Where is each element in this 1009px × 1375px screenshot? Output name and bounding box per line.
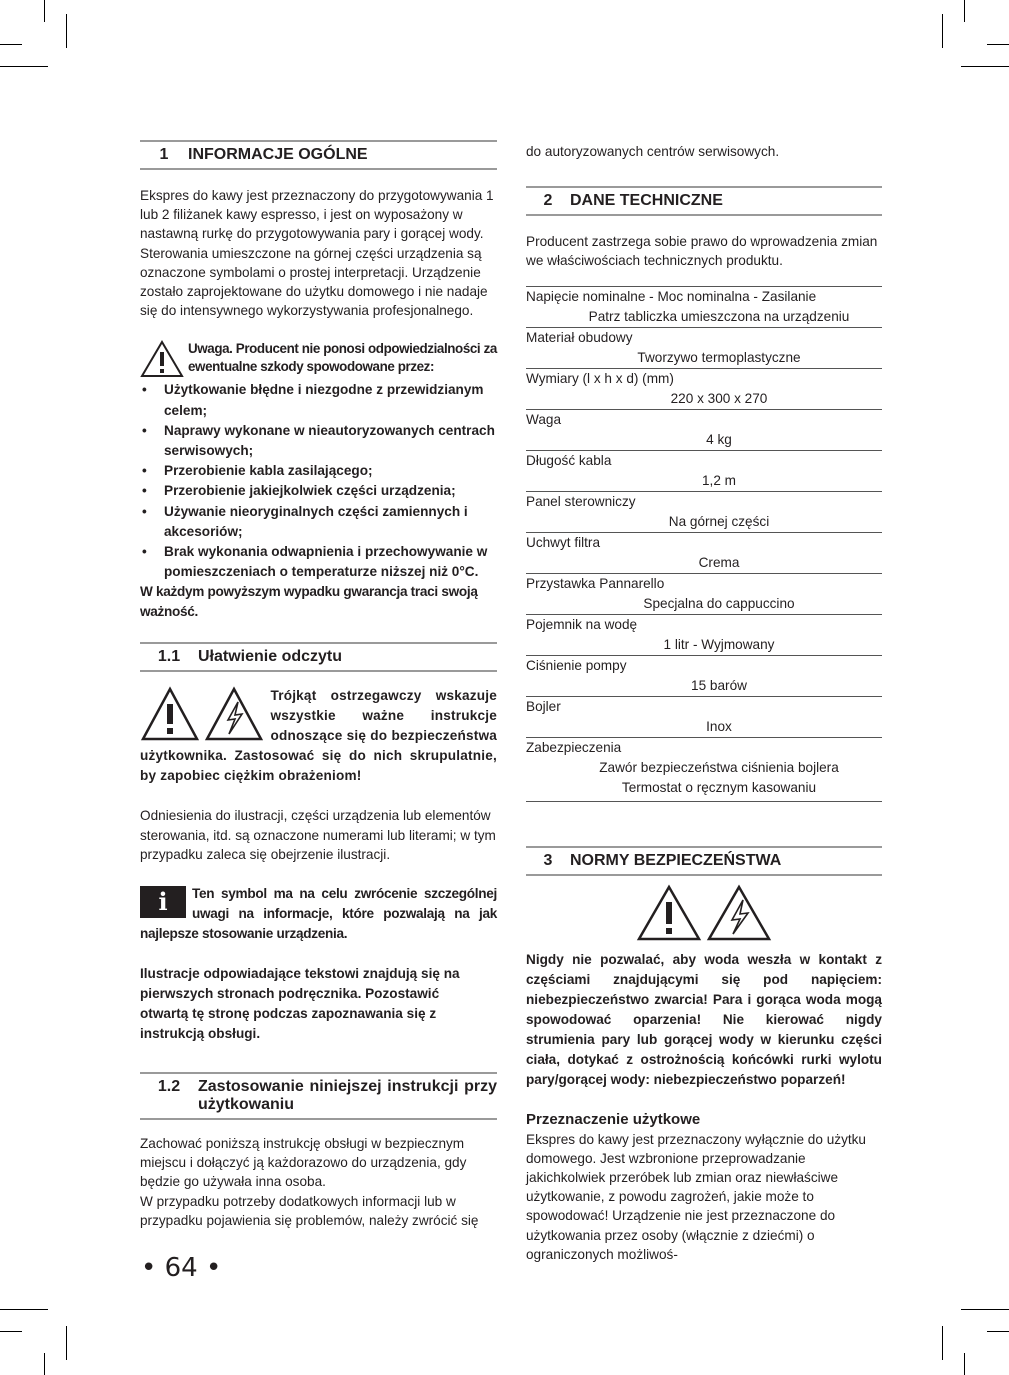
crop-mark <box>0 66 48 67</box>
crop-mark <box>0 1331 22 1332</box>
spec-row <box>526 696 882 737</box>
crop-mark <box>66 1326 67 1360</box>
liability-warning <box>140 340 497 378</box>
crop-mark <box>964 1353 965 1375</box>
list-item: • Używanie nieoryginalnych części zamiennych i akcesoriów; <box>140 502 497 542</box>
spec-label: Pojemnik na wodę <box>526 616 638 632</box>
spec-row <box>526 614 882 655</box>
right-column <box>526 140 882 1264</box>
crop-mark <box>44 1353 45 1375</box>
spec-label: Ciśnienie pompy <box>526 657 627 673</box>
purpose-text: Ekspres do kawy jest przeznaczony wyłącznie do użytku domowego. Jest wzbronione przeprowadzanie jakichkolwiek przeróbek lub zmian oraz niewłaściwe użytkowanie, z powodu zagrożeń, jakie może to spowodować! Urządzenie nie jest przeznaczone do użytkowania przez osoby (włącznie z dziećmi) o ograniczonych możliwoś- <box>526 1131 866 1262</box>
warning-triangle-icon <box>140 686 200 742</box>
spec-value: Termostat o ręcznym kasowaniu <box>621 779 817 795</box>
spec-value: 15 barów <box>691 677 747 693</box>
safety-icons <box>526 884 882 944</box>
crop-mark <box>0 1309 48 1310</box>
spec-value: Zawór bezpieczeństwa ciśnienia bojlera <box>599 759 839 775</box>
crop-mark <box>942 14 943 48</box>
section-1-heading <box>140 140 497 170</box>
info-text: Ten symbol ma na celu zwrócenie szczególnej uwagi na informacje, które pozwalają na jak najlepsze stosowanie urządzenia. <box>140 886 497 942</box>
section-1-2-heading <box>140 1072 497 1120</box>
spec-label: Przystawka Pannarello <box>526 575 665 591</box>
continued-text: do autoryzowanych centrów serwisowych. <box>526 144 780 159</box>
list-item: • Użytkowanie błędne i niezgodne z przewidzianym celem; <box>140 380 497 420</box>
spec-label: Materiał obudowy <box>526 329 633 345</box>
spec-row <box>526 286 882 327</box>
usage-paragraph-2: W przypadku potrzeby dodatkowych informacji lub w przypadku pojawienia się problemów, należy zwrócić się <box>140 1193 479 1228</box>
section-number: 1.1 <box>157 648 181 666</box>
crop-mark <box>961 1309 1009 1310</box>
spec-row <box>526 368 882 409</box>
crop-mark <box>0 44 22 45</box>
crop-mark <box>961 66 1009 67</box>
info-icon: i <box>140 886 186 918</box>
info-block <box>140 884 497 944</box>
spec-row <box>526 655 882 696</box>
section-3-heading <box>526 846 882 876</box>
spec-value: 4 kg <box>706 431 732 447</box>
left-column <box>140 140 497 1230</box>
crop-mark <box>987 1331 1009 1332</box>
crop-mark <box>942 1326 943 1360</box>
spec-label: Bojler <box>526 698 561 714</box>
section-number: 1.2 <box>157 1078 181 1096</box>
spec-row <box>526 327 882 368</box>
illustrations-note: Ilustracje odpowiadające tekstowi znajdują się na pierwszych stronach podręcznika. Pozostawić otwartą tę stronę podczas zapoznawania się z instrukcją obsługi. <box>140 966 460 1042</box>
list-item: • Brak wykonania odwapnienia i przechowywanie w pomieszczeniach o temperaturze niższej niż 0°C. <box>140 542 497 582</box>
spec-value: Crema <box>698 554 740 570</box>
spec-value: Inox <box>706 718 732 734</box>
electric-hazard-icon <box>204 686 264 742</box>
electrical-warning: Nigdy nie pozwalać, aby woda weszła w kontakt z częściami znajdującymi się pod napięciem: niebezpieczeństwo zwarcia! Para i gorąca woda mogą spowodować oparzenia! Nie kierować nigdy strumienia pary lub gorącej wody w kierunku części ciała, dotykać z ostrożnością końcówki rurki wylotu pary/gorącej wody: niebezpieczeństwo poparzeń! <box>526 951 882 1087</box>
spec-label: Długość kabla <box>526 452 612 468</box>
section-title: Ułatwienie odczytu <box>198 648 343 666</box>
triangle-icons <box>140 686 264 746</box>
purpose-heading: Przeznaczenie użytkowe <box>526 1110 701 1128</box>
warning-intro: Uwaga. Producent nie ponosi odpowiedzialności za ewentualne szkody spowodowane przez: <box>188 341 497 375</box>
spec-value: Na górnej części <box>668 513 770 529</box>
safety-symbol-block <box>140 686 497 786</box>
spec-label: Zabezpieczenia <box>526 739 622 755</box>
crop-mark <box>964 0 965 22</box>
section-number: 1 <box>159 146 169 163</box>
section-2-heading <box>526 186 882 216</box>
spec-value: 1 litr - Wyjmowany <box>663 636 775 652</box>
warning-triangle-icon <box>636 884 702 942</box>
section-number: 3 <box>543 851 553 869</box>
liability-list <box>140 380 497 582</box>
spec-row <box>526 491 882 532</box>
section-title: INFORMACJE OGÓLNE <box>188 146 368 163</box>
spec-value: Specjalna do cappuccino <box>643 595 795 611</box>
crop-mark <box>44 0 45 22</box>
references-paragraph: Odniesienia do ilustracji, części urządzenia lub elementów sterowania, itd. są oznaczone numerami lub literami; w tym przypadku zaleca się obejrzenie ilustracji. <box>140 808 496 862</box>
spec-value: 1,2 m <box>702 472 736 488</box>
spec-label: Panel sterowniczy <box>526 493 636 509</box>
crop-mark <box>987 44 1009 45</box>
section-number: 2 <box>543 192 553 210</box>
page-number: • 64 • <box>141 1253 222 1283</box>
spec-label: Waga <box>526 411 562 427</box>
section-1-1-heading <box>140 642 497 672</box>
list-item: • Przerobienie kabla zasilającego; <box>140 461 497 481</box>
spec-row <box>526 450 882 491</box>
electric-hazard-icon <box>706 884 772 942</box>
spec-value: Tworzywo termoplastyczne <box>637 349 801 365</box>
tech-intro: Producent zastrzega sobie prawo do wprowadzenia zmian we właściwościach technicznych produktu. <box>526 234 878 269</box>
spec-label: Napięcie nominalne - Moc nominalna - Zasilanie <box>526 288 817 304</box>
list-item: • Naprawy wykonane w nieautoryzowanych centrach serwisowych; <box>140 421 497 461</box>
crop-mark <box>66 14 67 48</box>
spec-value: 220 x 300 x 270 <box>670 390 768 406</box>
spec-value: Patrz tabliczka umieszczona na urządzeniu <box>588 308 850 324</box>
list-item: • Przerobienie jakiejkolwiek części urządzenia; <box>140 481 497 501</box>
spec-row <box>526 737 882 798</box>
section-title: Zastosowanie niniejszej instrukcji przy użytkowaniu <box>198 1078 497 1114</box>
warning-triangle-icon <box>140 340 184 378</box>
spec-row <box>526 532 882 573</box>
section-title: NORMY BEZPIECZEŃSTWA <box>570 851 782 869</box>
intro-paragraph: Ekspres do kawy jest przeznaczony do przygotowywania 1 lub 2 filiżanek kawy espresso, i jest on wyposażony w nastawną rurkę do przygotowywania pary i gorącej wody. Sterowania umieszczone na górnej części urządzenia są oznaczone symbolami o prostej interpretacji. Urządzenie zostało zaprojektowane do użytku domowego i nie nadaje się do intensywnego wykorzystywania profesjonalnego. <box>140 188 494 319</box>
spec-row <box>526 573 882 614</box>
safety-symbol-text: Trójkąt ostrzegawczy wskazuje wszystkie ważne instrukcje odnoszące się do bezpieczeństwa użytkownika. Zastosować się do nich skrupulatnie, by zapobiec ciężkim obrażeniom! <box>140 688 497 784</box>
spec-label: Wymiary (l x h x d) (mm) <box>526 370 674 386</box>
spec-row <box>526 409 882 450</box>
usage-paragraph: Zachować poniższą instrukcję obsługi w bezpiecznym miejscu i dołączyć ją każdorazowo do urządzenia, gdy będzie go używała inna osoba. <box>140 1136 467 1190</box>
section-title: DANE TECHNICZNE <box>570 192 723 210</box>
warranty-note: W każdym powyższym wypadku gwarancja traci swoją ważność. <box>140 584 478 620</box>
spec-label: Uchwyt filtra <box>526 534 601 550</box>
spec-table <box>526 286 882 802</box>
